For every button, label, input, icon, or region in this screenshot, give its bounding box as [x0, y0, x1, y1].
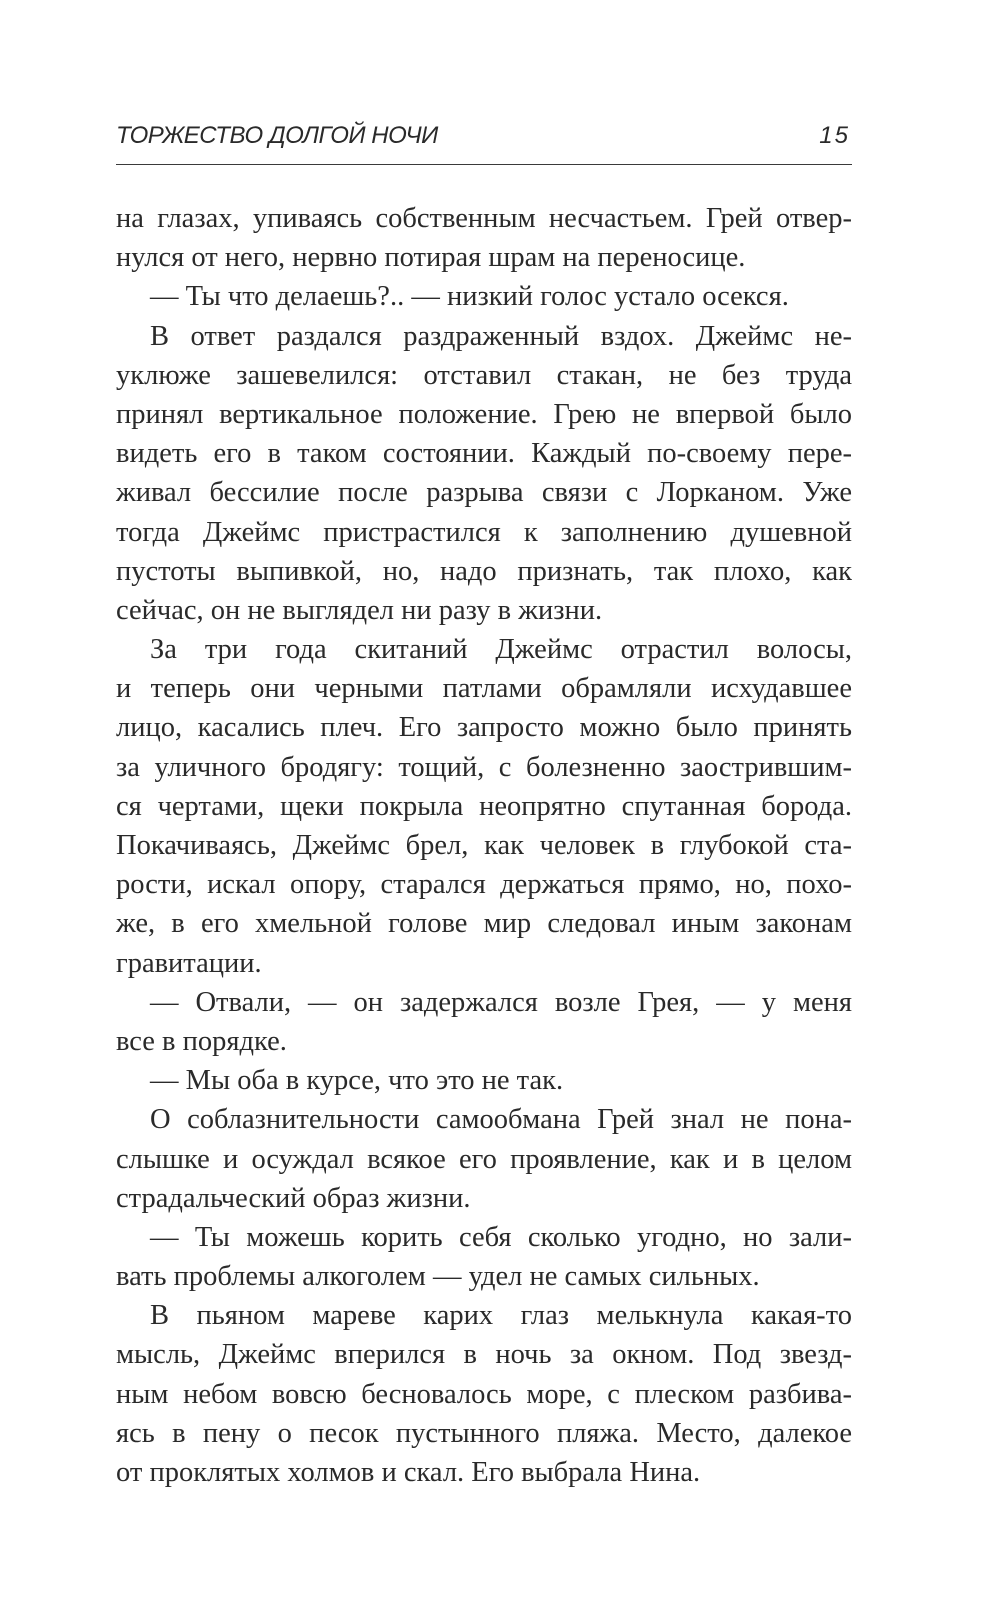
text-line: нулся от него, нервно потирая шрам на переносице. [116, 242, 746, 274]
text-line: от проклятых холмов и скал. Его выбрала Нина. [116, 1457, 701, 1488]
text-line: принял вертикальное положение. Грею не впервой было [116, 398, 852, 430]
text-line: за уличного бродягу: тощий, с болезненно заострившим- [116, 751, 852, 783]
text-line: лицо, касались плеч. Его запросто можно было принять [116, 712, 852, 744]
text-line: на глазах, упиваясь собственным несчастьем. Грей отвер- [116, 203, 852, 234]
page-number: 15 [819, 122, 850, 149]
text-line: все в порядке. [116, 1025, 287, 1057]
text-line: В пьяном мареве карих глаз мелькнула какая-то [150, 1300, 852, 1332]
text-line: вать проблемы алкоголем — удел не самых сильных. [116, 1261, 760, 1293]
text-line: тогда Джеймс пристрастился к заполнению душевной [116, 516, 852, 548]
text-line: и теперь они черными патлами обрамляли исхудавшее [116, 673, 852, 705]
text-line: ся чертами, щеки покрыла неопрятно спутанная борода. [116, 790, 852, 822]
text-line: страдальческий образ жизни. [116, 1182, 471, 1214]
text-line: За три года скитаний Джеймс отрастил волосы, [150, 634, 852, 666]
text-line: уклюже зашевелился: отставил стакан, не без труда [116, 359, 852, 391]
text-line: ным небом вовсю бесновалось море, с плеском разбива- [116, 1378, 852, 1410]
text-line: О соблазнительности самообмана Грей знал не пона- [150, 1104, 852, 1136]
text-line: — Отвали, — он задержался возле Грея, — у меня [150, 986, 852, 1018]
text-line: В ответ раздался раздраженный вздох. Джеймс не- [150, 320, 852, 352]
text-line: — Ты можешь корить себя сколько угодно, но зали- [150, 1221, 852, 1253]
text-line: сейчас, он не выглядел ни разу в жизни. [116, 594, 603, 626]
text-line: рости, искал опору, старался держаться прямо, но, похо- [116, 869, 852, 901]
text-line: — Ты что делаешь?.. — низкий голос устало осекся. [150, 281, 789, 313]
body-text [116, 199, 852, 1492]
text-line: же, в его хмельной голове мир следовал иным законам [116, 908, 852, 940]
text-line: пустоты выпивкой, но, надо признать, так плохо, как [116, 555, 852, 587]
text-line: видеть его в таком состоянии. Каждый по-своему пере- [116, 438, 852, 470]
text-line: мысль, Джеймс вперился в ночь за окном. Под звезд- [116, 1339, 852, 1371]
text-line: Покачиваясь, Джеймс брел, как человек в глубокой ста- [116, 830, 852, 861]
text-line: — Мы оба в курсе, что это не так. [150, 1065, 564, 1097]
text-line: ясь в пену о песок пустынного пляжа. Место, далекое [116, 1417, 852, 1449]
text-line: гравитации. [116, 947, 262, 979]
text-line: слышке и осуждал всякое его проявление, как и в целом [116, 1143, 852, 1175]
text-line: живал бессилие после разрыва связи с Лорканом. Уже [116, 477, 852, 509]
running-title: ТОРЖЕСТВО ДОЛГОЙ НОЧИ [116, 122, 438, 149]
running-header [116, 120, 852, 165]
